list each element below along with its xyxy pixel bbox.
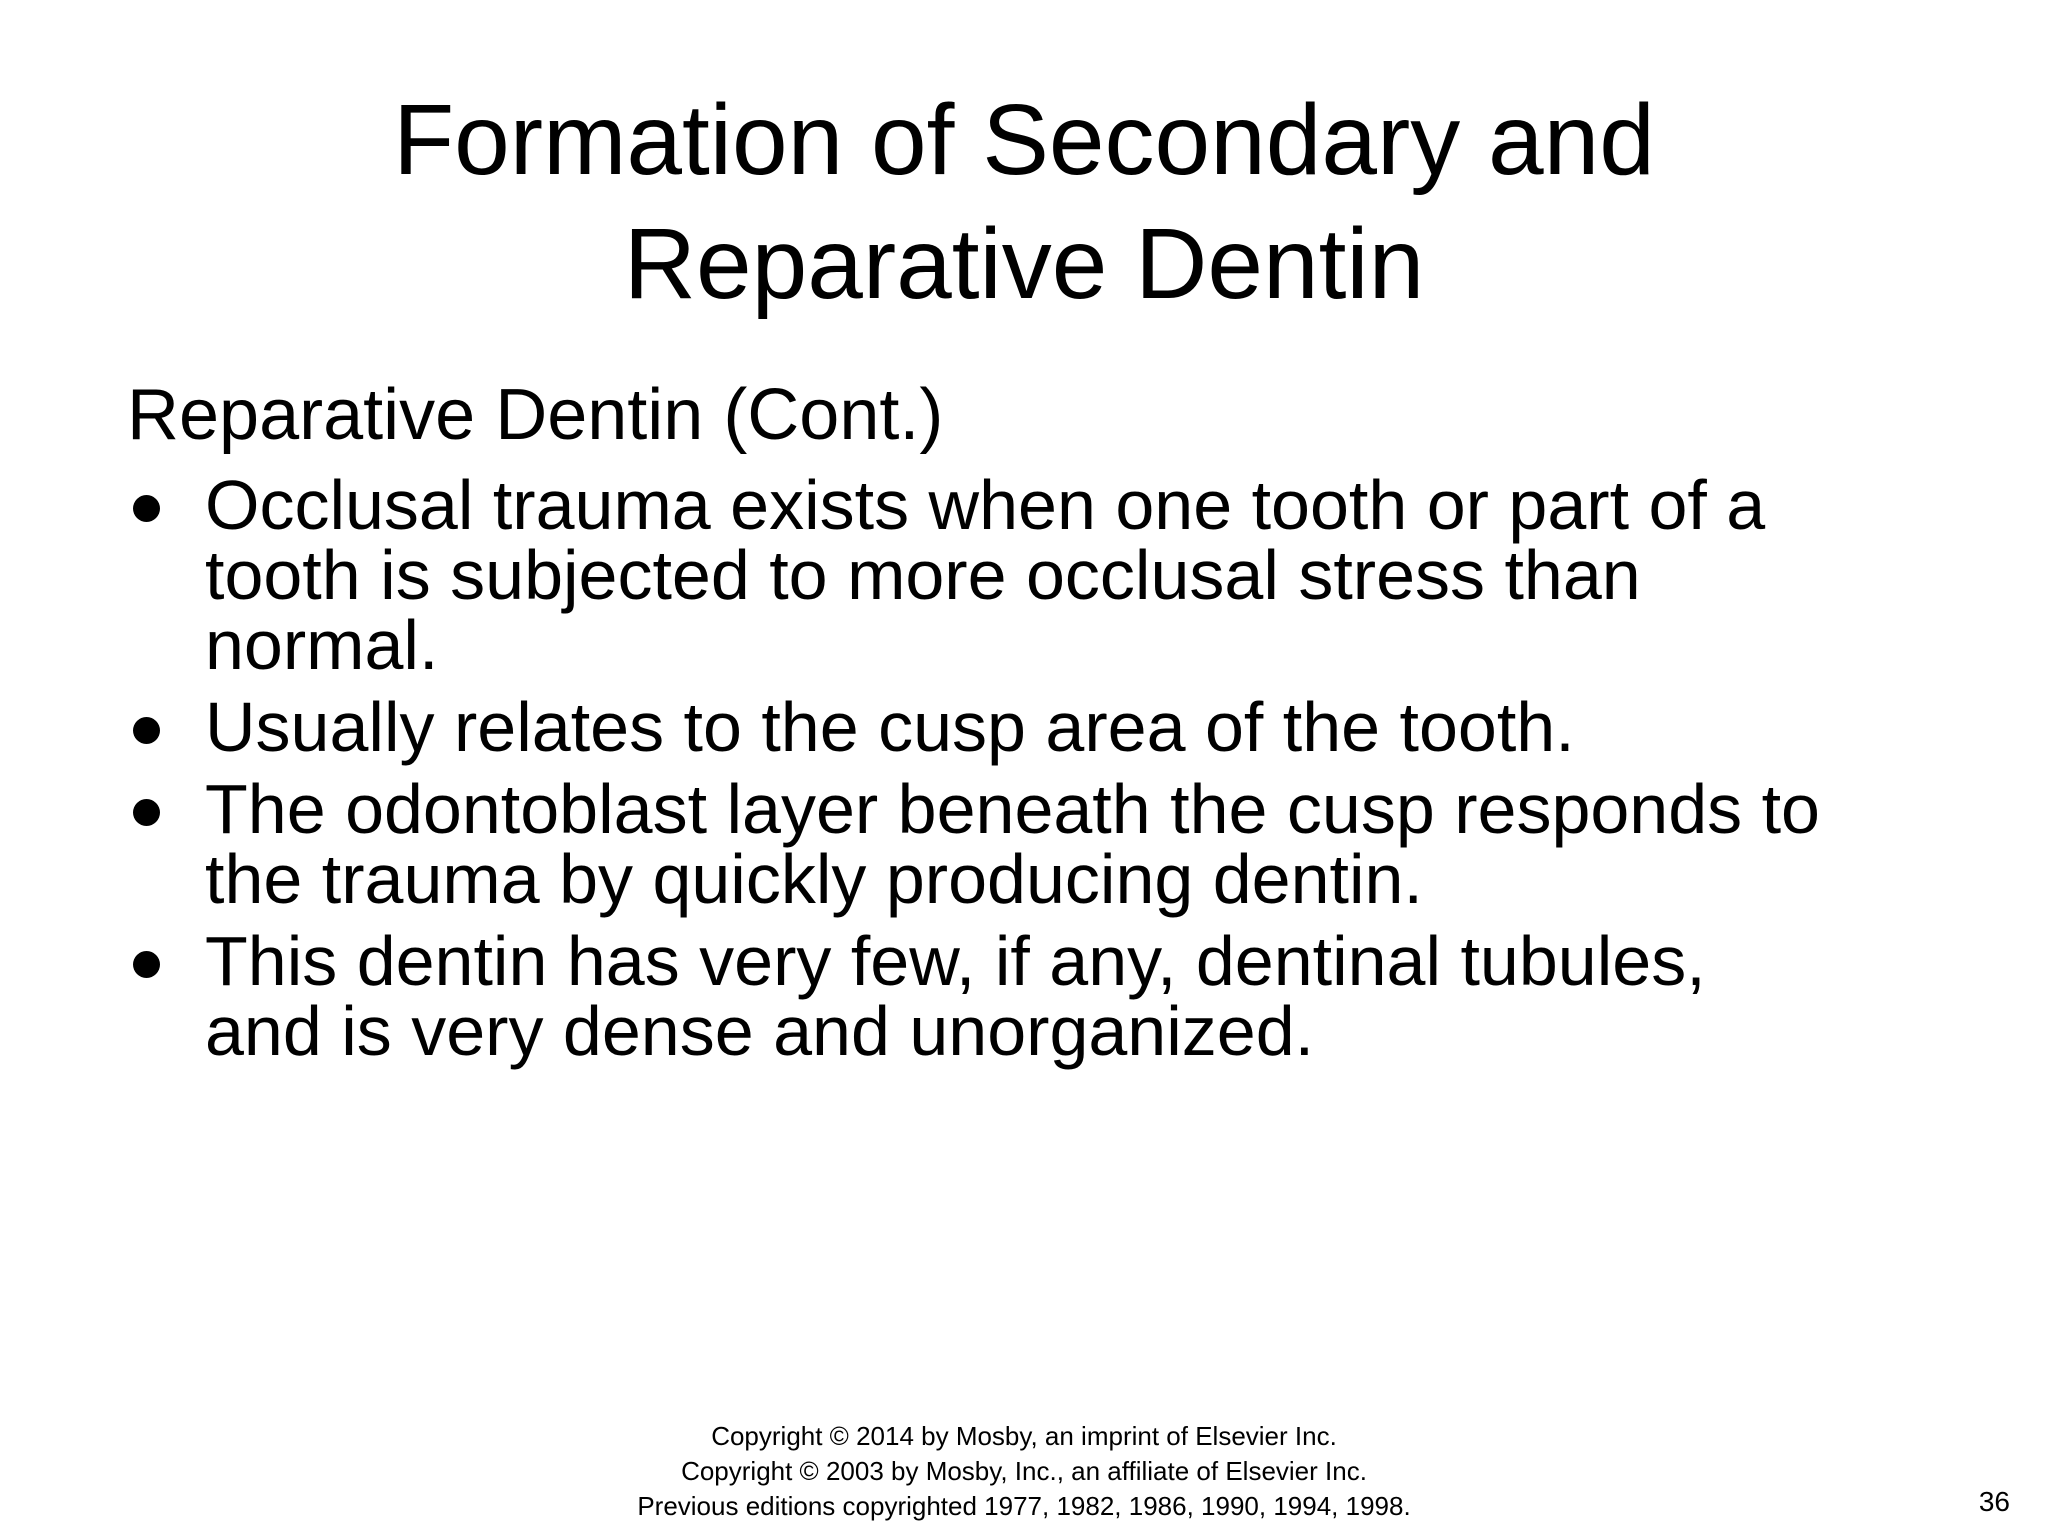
- bullet-line: Occlusal trauma exists when one tooth or part of a: [205, 466, 1766, 544]
- copyright-line: Previous editions copyrighted 1977, 1982, 1986, 1990, 1994, 1998.: [637, 1491, 1411, 1521]
- copyright-footer: [560, 1419, 1488, 1524]
- bullet-item: [130, 770, 1930, 918]
- bullet-line: the trauma by quickly producing dentin.: [205, 840, 1423, 918]
- copyright-line: Copyright © 2014 by Mosby, an imprint of Elsevier Inc.: [711, 1421, 1337, 1451]
- bullet-line: The odontoblast layer beneath the cusp responds to: [205, 770, 1820, 848]
- slide-title: [200, 78, 1848, 326]
- bullet-dot-icon: [133, 799, 160, 826]
- page-number: 36: [1978, 1486, 2010, 1517]
- section-heading: Reparative Dentin (Cont.): [127, 375, 944, 455]
- bullet-dot-icon: [133, 951, 160, 978]
- copyright-line: Copyright © 2003 by Mosby, Inc., an affiliate of Elsevier Inc.: [681, 1456, 1367, 1486]
- bullet-item: [130, 688, 1930, 766]
- bullet-dot-icon: [133, 495, 160, 522]
- bullet-line: tooth is subjected to more occlusal stress than: [205, 536, 1641, 614]
- bullet-item: [130, 466, 1930, 684]
- bullet-dot-icon: [133, 717, 160, 744]
- slide-title-line: Reparative Dentin: [623, 208, 1425, 320]
- bullet-line: Usually relates to the cusp area of the tooth.: [205, 688, 1575, 766]
- bullet-line: and is very dense and unorganized.: [205, 992, 1315, 1070]
- bullet-item: [130, 922, 1930, 1070]
- bullet-line: This dentin has very few, if any, dentinal tubules,: [205, 922, 1706, 1000]
- bullet-list: [130, 466, 1930, 1078]
- slide-title-line: Formation of Secondary and: [393, 84, 1655, 196]
- bullet-line: normal.: [205, 606, 439, 684]
